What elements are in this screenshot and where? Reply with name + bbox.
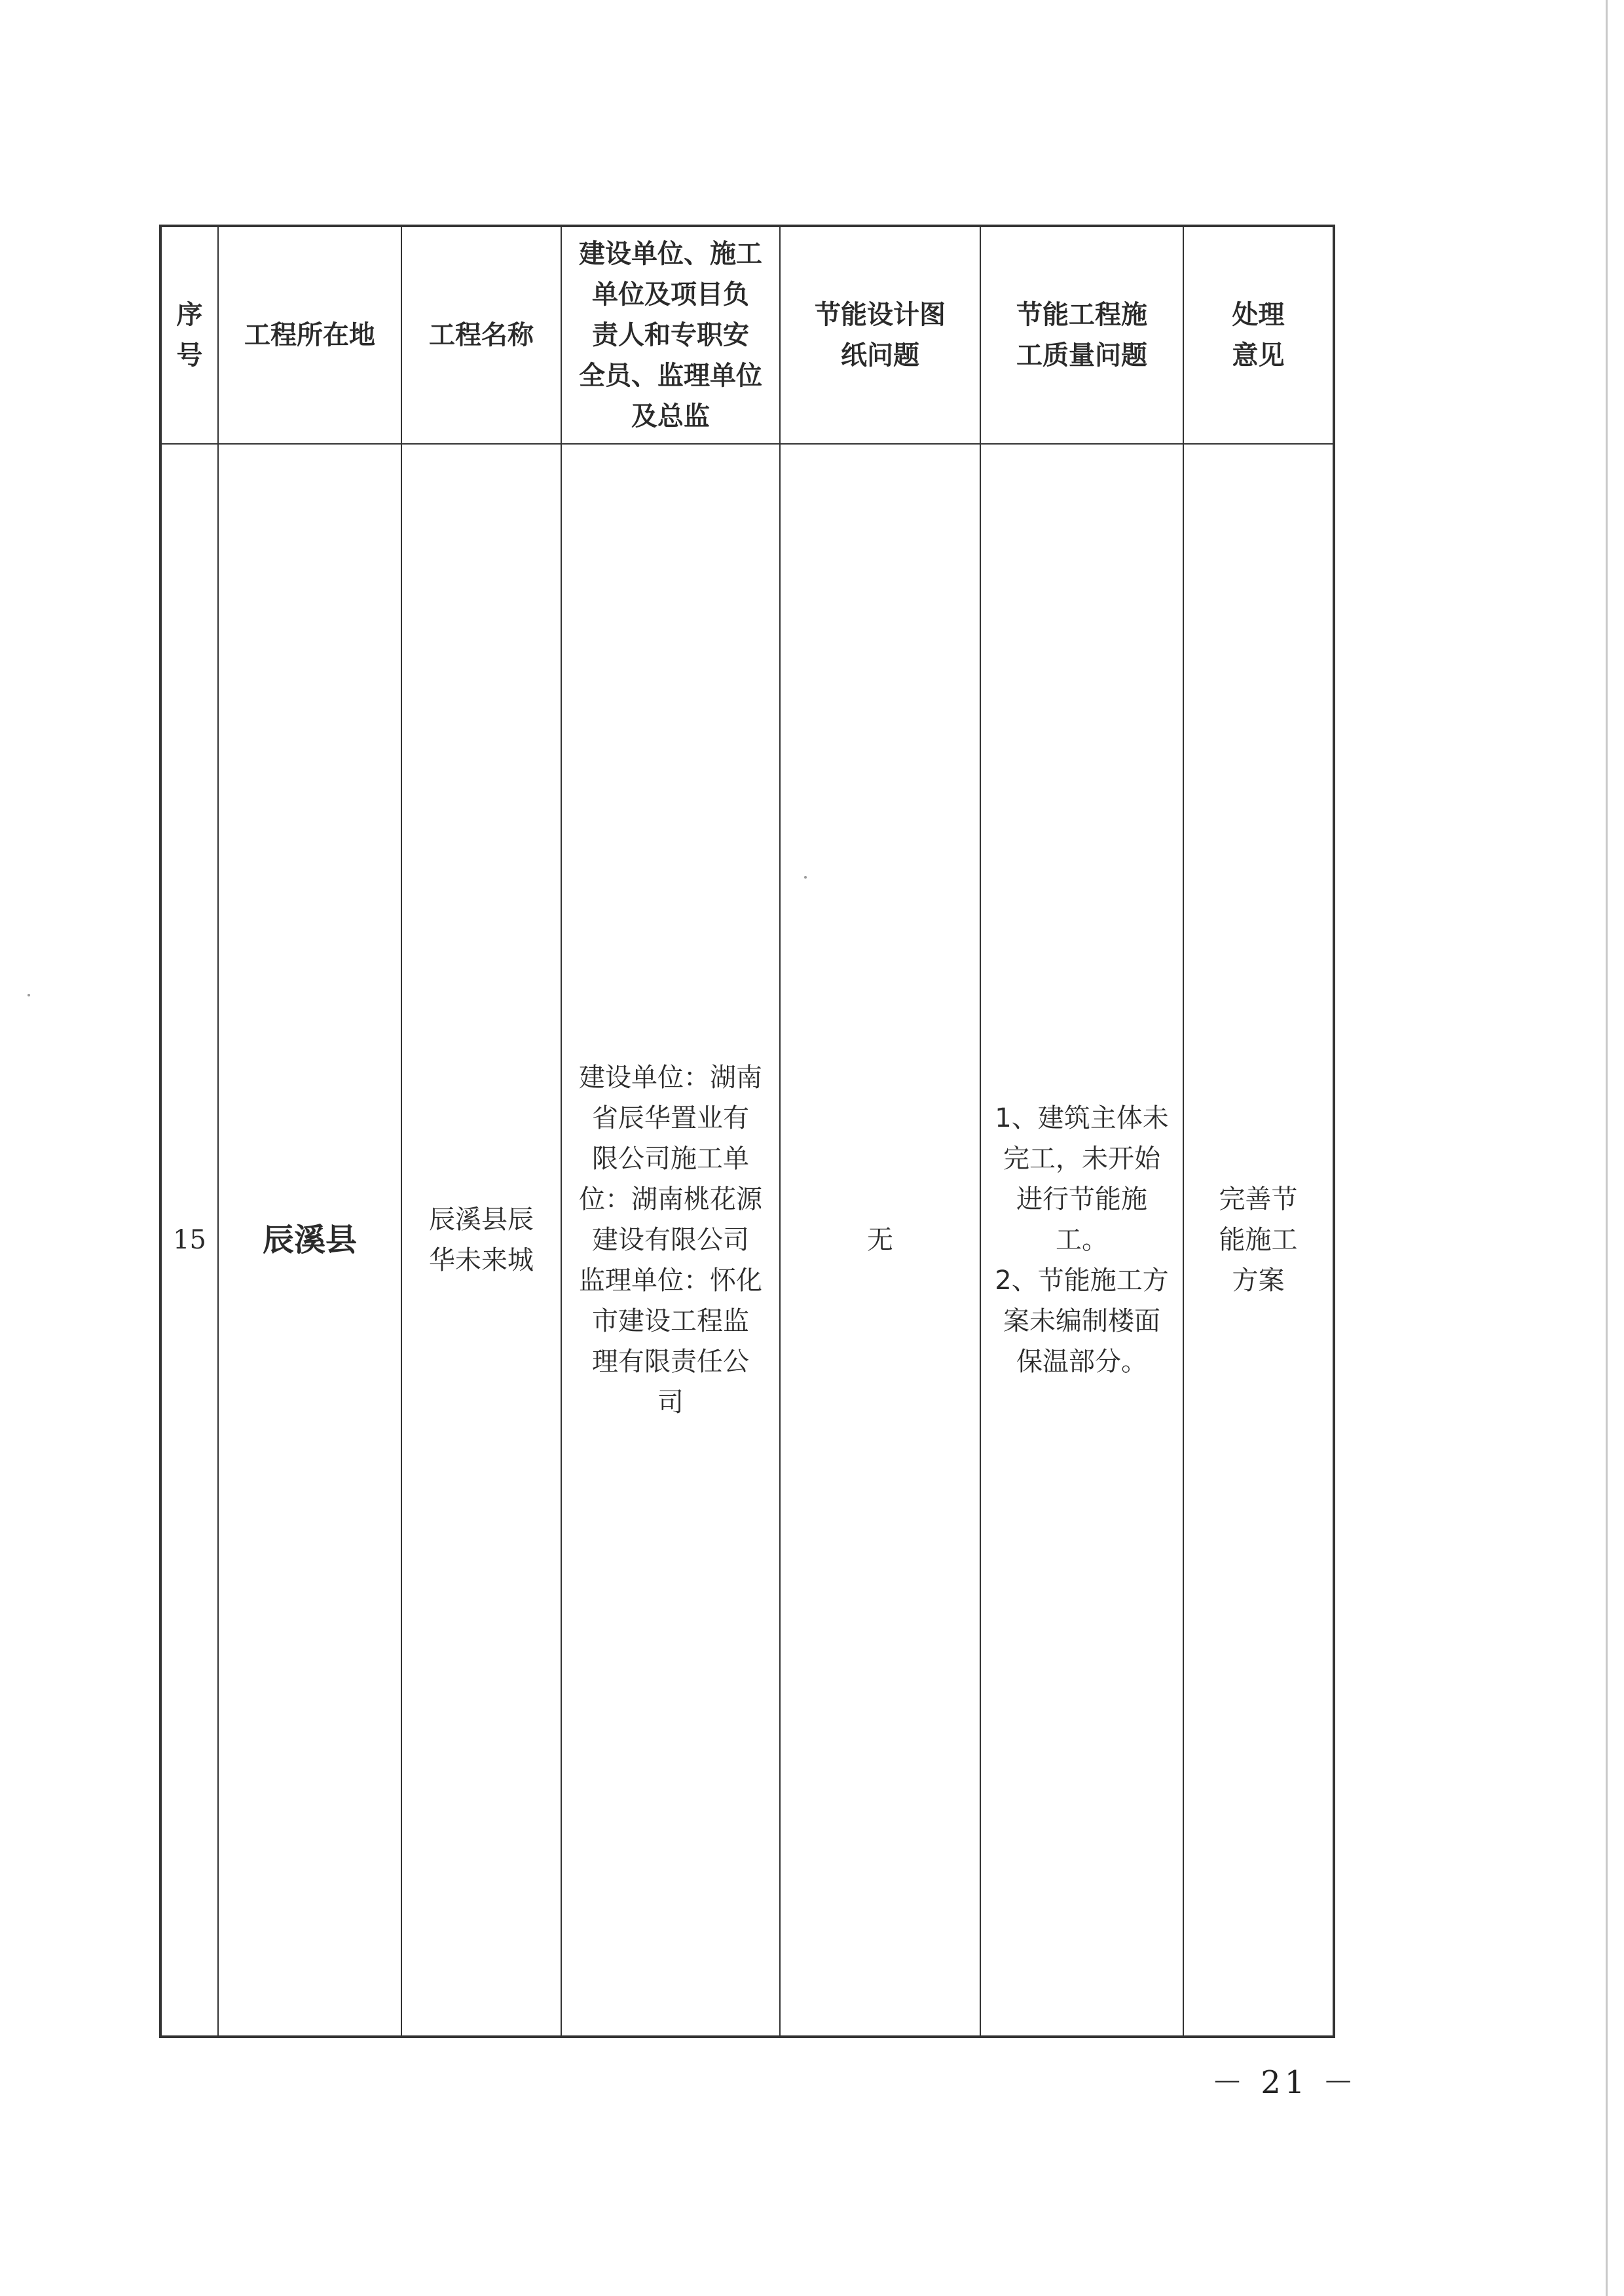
table-row [160, 444, 1334, 2037]
cell-quality-issue: 1、建筑主体未 完工，未开始 进行节能施 工。 2、节能施工方 案未编制楼面 保温部分。 [980, 444, 1183, 2037]
cell-location: 辰溪县 [218, 444, 401, 2037]
cell-opinion: 完善节 能施工 方案 [1183, 444, 1334, 2037]
scan-speck [28, 994, 30, 996]
header-opinion: 处理 意见 [1183, 226, 1334, 444]
header-quality-issue: 节能工程施 工质量问题 [980, 226, 1183, 444]
scan-edge [1606, 0, 1608, 2296]
header-row [160, 226, 1334, 444]
cell-project-name: 辰溪县辰 华未来城 [401, 444, 561, 2037]
header-units: 建设单位、施工 单位及项目负 责人和专职安 全员、监理单位 及总监 [561, 226, 780, 444]
header-location: 工程所在地 [218, 226, 401, 444]
page-number: － 21 － [1211, 2064, 1358, 2101]
header-project-name: 工程名称 [401, 226, 561, 444]
cell-seq: 15 [160, 444, 218, 2037]
header-design-issue: 节能设计图 纸问题 [780, 226, 980, 444]
header-seq: 序 号 [160, 226, 218, 444]
cell-units: 建设单位：湖南 省辰华置业有 限公司施工单 位：湖南桃花源 建设有限公司 监理单位：怀化 市建设工程监 理有限责任公 司 [561, 444, 780, 2037]
inspection-table [159, 225, 1335, 2038]
cell-design-issue: 无 [780, 444, 980, 2037]
